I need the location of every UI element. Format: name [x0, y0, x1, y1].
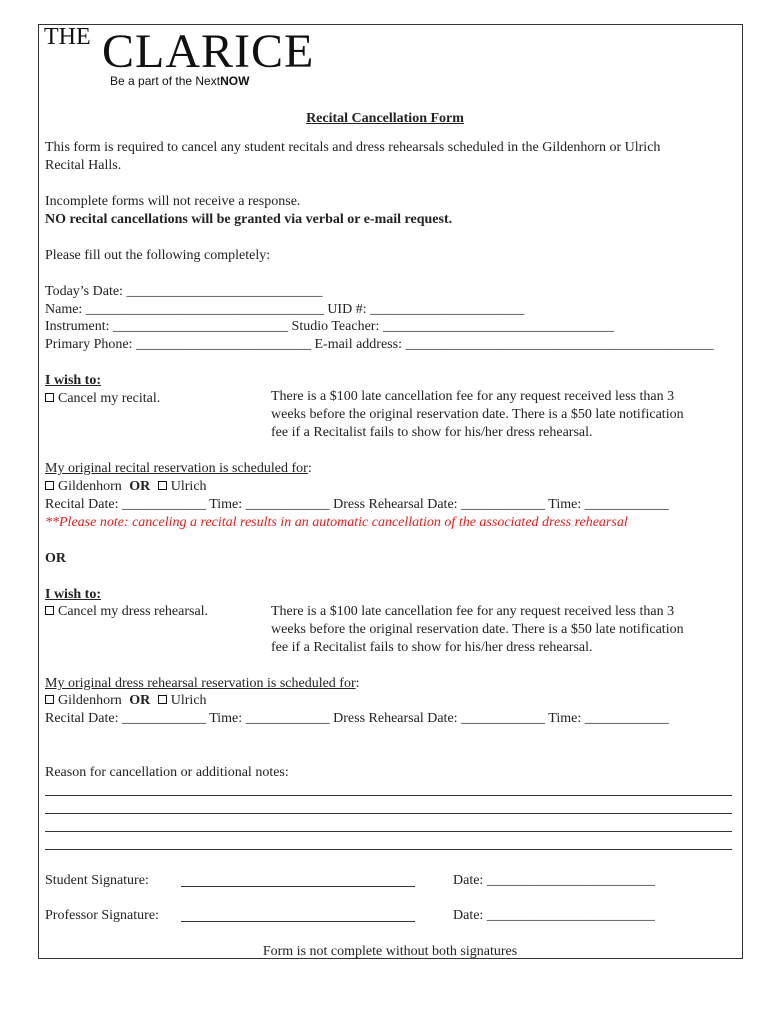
section2-fee-line-3: fee if a Recitalist fails to show for his/her dress rehearsal.: [271, 640, 593, 655]
section2-fee-line-2: weeks before the original reservation date. There is a $50 late notification: [271, 622, 684, 637]
form-title: Recital Cancellation Form: [306, 111, 464, 126]
logo-clarice: CLARICE: [102, 25, 315, 78]
student-signature-line[interactable]: [181, 886, 415, 887]
professor-signature-label: Professor Signature:: [45, 908, 159, 923]
fill-out-instruction: Please fill out the following completely:: [45, 248, 271, 263]
section2-ulrich-checkbox[interactable]: [158, 695, 167, 704]
cancel-recital-checkbox[interactable]: [45, 393, 54, 402]
section1-fee-line-2: weeks before the original reservation date. There is a $50 late notification: [271, 407, 684, 422]
student-date-field[interactable]: Date: ________________________: [453, 873, 655, 888]
logo-tagline: Be a part of the NextNOW: [110, 74, 250, 88]
section2-heading: I wish to:: [45, 587, 102, 602]
section2-hall-choice: Gildenhorn OR Ulrich: [45, 692, 207, 710]
section1-gildenhorn-checkbox[interactable]: [45, 481, 54, 490]
todays-date-field[interactable]: Today’s Date: ____________________________: [45, 284, 323, 299]
footer-note: Form is not complete without both signatures: [262, 944, 518, 959]
section1-heading: I wish to:: [45, 373, 102, 388]
section1-fee-line-3: fee if a Recitalist fails to show for his/her dress rehearsal.: [271, 425, 593, 440]
reason-line-2[interactable]: [45, 813, 732, 814]
section1-dates-field[interactable]: Recital Date: ____________ Time: ____________ Dress Rehearsal Date: ____________ Time: ____________: [45, 497, 669, 512]
section1-ulrich-checkbox[interactable]: [158, 481, 167, 490]
intro-line-1: This form is required to cancel any student recitals and dress rehearsals scheduled in the Gildenhorn or Ulrich: [45, 140, 661, 155]
section2-reservation-label: My original dress rehearsal reservation is scheduled for:: [45, 676, 360, 691]
student-signature-label: Student Signature:: [45, 873, 149, 888]
section1-hall-choice: Gildenhorn OR Ulrich: [45, 478, 207, 496]
phone-email-field[interactable]: Primary Phone: _________________________ E-mail address: ____________________________________________: [45, 337, 714, 352]
or-separator: OR: [45, 551, 66, 566]
professor-signature-line[interactable]: [181, 921, 415, 922]
cancel-rehearsal-checkbox[interactable]: [45, 606, 54, 615]
section1-note: **Please note: canceling a recital results in an automatic cancellation of the associated dress rehearsal: [45, 515, 628, 530]
instrument-teacher-field[interactable]: Instrument: _________________________ Studio Teacher: _________________________________: [45, 319, 614, 334]
reason-line-1[interactable]: [45, 795, 732, 796]
no-cancel-notice: NO recital cancellations will be granted via verbal or e-mail request.: [45, 212, 453, 227]
intro-line-2: Recital Halls.: [45, 158, 122, 173]
section1-fee-line-1: There is a $100 late cancellation fee for any request received less than 3: [271, 389, 675, 404]
cancel-rehearsal-option[interactable]: Cancel my dress rehearsal.: [45, 603, 208, 621]
cancel-recital-option[interactable]: Cancel my recital.: [45, 390, 160, 408]
reason-label: Reason for cancellation or additional notes:: [45, 765, 289, 780]
logo-the: THE: [44, 24, 91, 50]
reason-line-3[interactable]: [45, 831, 732, 832]
section2-dates-field[interactable]: Recital Date: ____________ Time: ____________ Dress Rehearsal Date: ____________ Time: ____________: [45, 711, 669, 726]
incomplete-notice: Incomplete forms will not receive a response.: [45, 194, 301, 209]
section2-gildenhorn-checkbox[interactable]: [45, 695, 54, 704]
name-uid-field[interactable]: Name: __________________________________ UID #: ______________________: [45, 302, 525, 317]
section1-reservation-label: My original recital reservation is scheduled for:: [45, 461, 312, 476]
professor-date-field[interactable]: Date: ________________________: [453, 908, 655, 923]
section2-fee-line-1: There is a $100 late cancellation fee for any request received less than 3: [271, 604, 675, 619]
reason-line-4[interactable]: [45, 849, 732, 850]
